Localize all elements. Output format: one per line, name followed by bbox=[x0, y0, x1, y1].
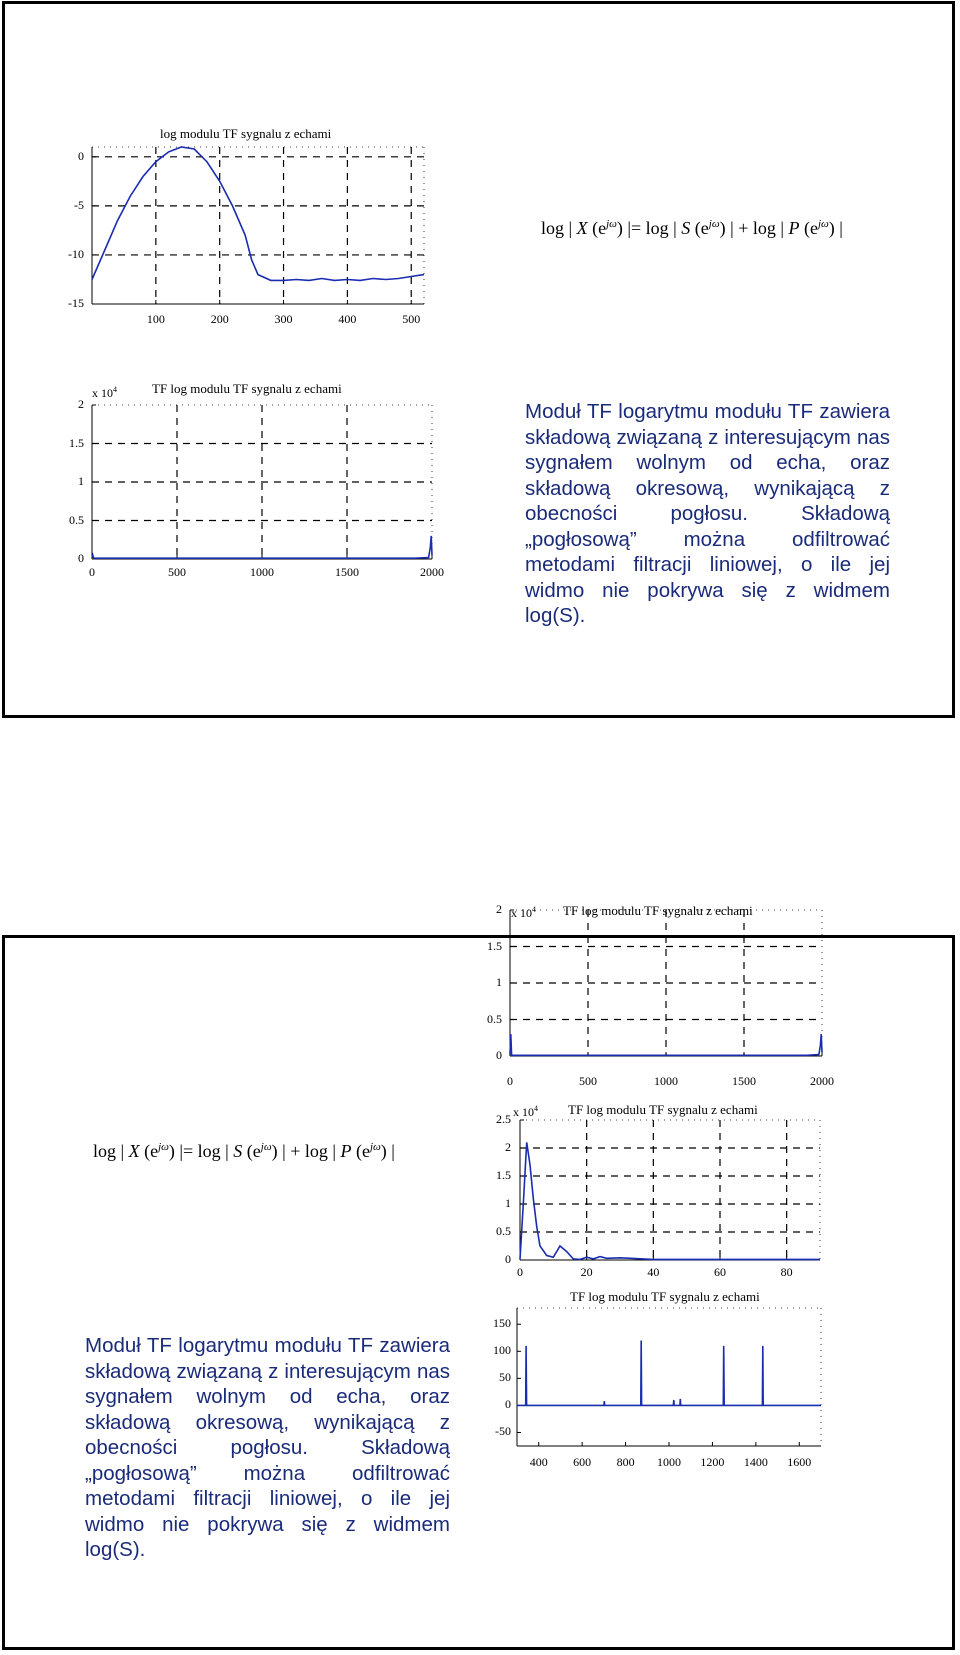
tick-label-x: 0 bbox=[507, 1074, 513, 1088]
formula-e: (e bbox=[690, 218, 709, 238]
tick-label-x: 1000 bbox=[654, 1074, 678, 1088]
multiplier-base: x 10 bbox=[92, 386, 113, 400]
tick-label-y: 0 bbox=[78, 551, 84, 565]
tick-label-y: 2 bbox=[505, 1140, 511, 1154]
chart-cepstrum-peaks bbox=[5, 938, 958, 1653]
tick-label-y: 1 bbox=[505, 1196, 511, 1210]
tick-label-x: 1600 bbox=[787, 1455, 812, 1469]
formula-p: P bbox=[340, 1141, 352, 1161]
tick-label-y: 1.5 bbox=[496, 1168, 511, 1182]
tick-label-y: 100 bbox=[493, 1343, 511, 1358]
tick-label-x: 1000 bbox=[250, 565, 274, 579]
tick-label-x: 80 bbox=[780, 1265, 793, 1279]
multiplier-exponent: 4 bbox=[532, 905, 536, 914]
tick-label-x: 1500 bbox=[732, 1074, 756, 1088]
tick-label-y: 0 bbox=[505, 1397, 511, 1412]
tick-label-x: 200 bbox=[210, 312, 229, 326]
chart-title: TF log modulu TF sygnalu z echami bbox=[563, 903, 753, 918]
formula-plus: ) | + log | bbox=[719, 218, 789, 238]
formula-e: (e bbox=[799, 218, 818, 238]
tick-label-y: 2 bbox=[78, 397, 84, 411]
formula-e: (e bbox=[139, 1141, 159, 1161]
tick-label-y: 0 bbox=[496, 1048, 502, 1062]
multiplier-base: x 10 bbox=[511, 906, 532, 920]
description-paragraph: Moduł TF logarytmu modułu TF zawiera składową związaną z interesującym nas sygnałem wolnym od echa, oraz składową okresową, wynikającą z obecności pogłosu. Składową „pogłosową” można odfiltrować metodami filtracji liniowej, o ile jej widmo nie pokrywa się z widmem log(S). bbox=[525, 400, 890, 627]
multiplier-exponent: 4 bbox=[534, 1104, 538, 1113]
tick-label-x: 400 bbox=[338, 312, 357, 326]
slide-1 bbox=[2, 1, 955, 718]
formula-log: log | bbox=[541, 218, 577, 238]
formula-exp: jω bbox=[606, 218, 617, 230]
tick-label-y: 2.5 bbox=[496, 1112, 511, 1126]
tick-label-y: -10 bbox=[68, 246, 84, 261]
tick-label-x: 500 bbox=[168, 565, 186, 579]
formula-exp: jω bbox=[369, 1141, 381, 1153]
formula-eq: ) |= log | bbox=[168, 1141, 234, 1161]
multiplier-base: x 10 bbox=[513, 1105, 534, 1119]
formula-x: X bbox=[128, 1141, 140, 1161]
tick-label-y: 1.5 bbox=[69, 435, 84, 450]
tick-label-y: 0 bbox=[505, 1252, 511, 1266]
tick-label-x: 0 bbox=[89, 565, 95, 579]
formula-plus: ) | + log | bbox=[271, 1141, 341, 1161]
formula-exp: jω bbox=[817, 218, 829, 230]
tick-label-y: -50 bbox=[495, 1424, 511, 1439]
tick-label-x: 2000 bbox=[420, 565, 444, 579]
tick-label-x: 60 bbox=[714, 1265, 726, 1279]
tick-label-y: 1 bbox=[78, 474, 84, 488]
tick-label-x: 1000 bbox=[657, 1455, 681, 1469]
formula-e: (e bbox=[242, 1141, 261, 1161]
tick-label-y: 1 bbox=[496, 975, 502, 989]
tick-label-x: 800 bbox=[616, 1455, 635, 1469]
tick-label-y: 0.5 bbox=[496, 1224, 511, 1238]
tick-label-x: 100 bbox=[146, 312, 165, 326]
tick-label-y: -5 bbox=[74, 197, 84, 212]
chart-canvas bbox=[5, 938, 958, 1655]
chart-title: TF log modulu TF sygnalu z echami bbox=[568, 1102, 758, 1117]
formula-close: ) | bbox=[828, 218, 843, 238]
tick-label-x: 40 bbox=[647, 1265, 660, 1279]
tick-label-y: 0.5 bbox=[487, 1011, 502, 1026]
axis-multiplier bbox=[92, 385, 117, 401]
tick-label-y: 50 bbox=[499, 1370, 511, 1385]
tick-label-x: 500 bbox=[402, 312, 421, 326]
formula-close: ) | bbox=[380, 1141, 395, 1161]
formula-exp: jω bbox=[260, 1141, 272, 1153]
formula-e: (e bbox=[351, 1141, 370, 1161]
tick-label-y: -15 bbox=[68, 296, 84, 310]
formula-e: (e bbox=[587, 218, 607, 238]
formula-s: S bbox=[681, 218, 691, 238]
tick-label-x: 0 bbox=[517, 1265, 523, 1279]
slide-2 bbox=[2, 902, 955, 1650]
tick-label-x: 2000 bbox=[810, 1074, 834, 1088]
formula-exp: jω bbox=[708, 218, 720, 230]
tick-label-x: 400 bbox=[529, 1455, 548, 1469]
axis-multiplier bbox=[511, 905, 536, 921]
description-paragraph: Moduł TF logarytmu modułu TF zawiera składową związaną z interesującym nas sygnałem wolnym od echa, oraz składową okresową, wynikającą z obecności pogłosu. Składową „pogłosową” można odfiltrować metodami filtracji liniowej, o ile jej widmo nie pokrywa się z widmem log(S). bbox=[85, 1334, 450, 1561]
tick-label-y: 0.5 bbox=[69, 512, 84, 527]
tick-label-x: 500 bbox=[579, 1074, 597, 1088]
chart-title: TF log modulu TF sygnalu z echami bbox=[570, 1289, 760, 1304]
tick-label-x: 1200 bbox=[700, 1455, 725, 1469]
chart-title: log modulu TF sygnalu z echami bbox=[160, 126, 332, 141]
formula-x: X bbox=[576, 218, 588, 238]
tick-label-y: 0 bbox=[78, 148, 84, 163]
formula-eq: ) |= log | bbox=[616, 218, 682, 238]
tick-label-x: 300 bbox=[274, 312, 293, 326]
formula-s: S bbox=[233, 1141, 243, 1161]
tick-label-x: 1500 bbox=[335, 565, 359, 579]
tick-label-y: 1.5 bbox=[487, 938, 502, 953]
tick-label-y: 2 bbox=[496, 902, 502, 916]
formula-p: P bbox=[788, 218, 800, 238]
series-line bbox=[517, 1341, 821, 1406]
multiplier-exponent: 4 bbox=[113, 385, 117, 394]
tick-label-x: 600 bbox=[573, 1455, 592, 1469]
formula-exp: jω bbox=[158, 1141, 169, 1153]
tick-label-x: 1400 bbox=[743, 1455, 768, 1469]
tick-label-y: 150 bbox=[493, 1316, 511, 1331]
tick-label-x: 20 bbox=[580, 1265, 593, 1279]
formula-log: log | bbox=[93, 1141, 129, 1161]
chart-title: TF log modulu TF sygnalu z echami bbox=[152, 381, 342, 396]
